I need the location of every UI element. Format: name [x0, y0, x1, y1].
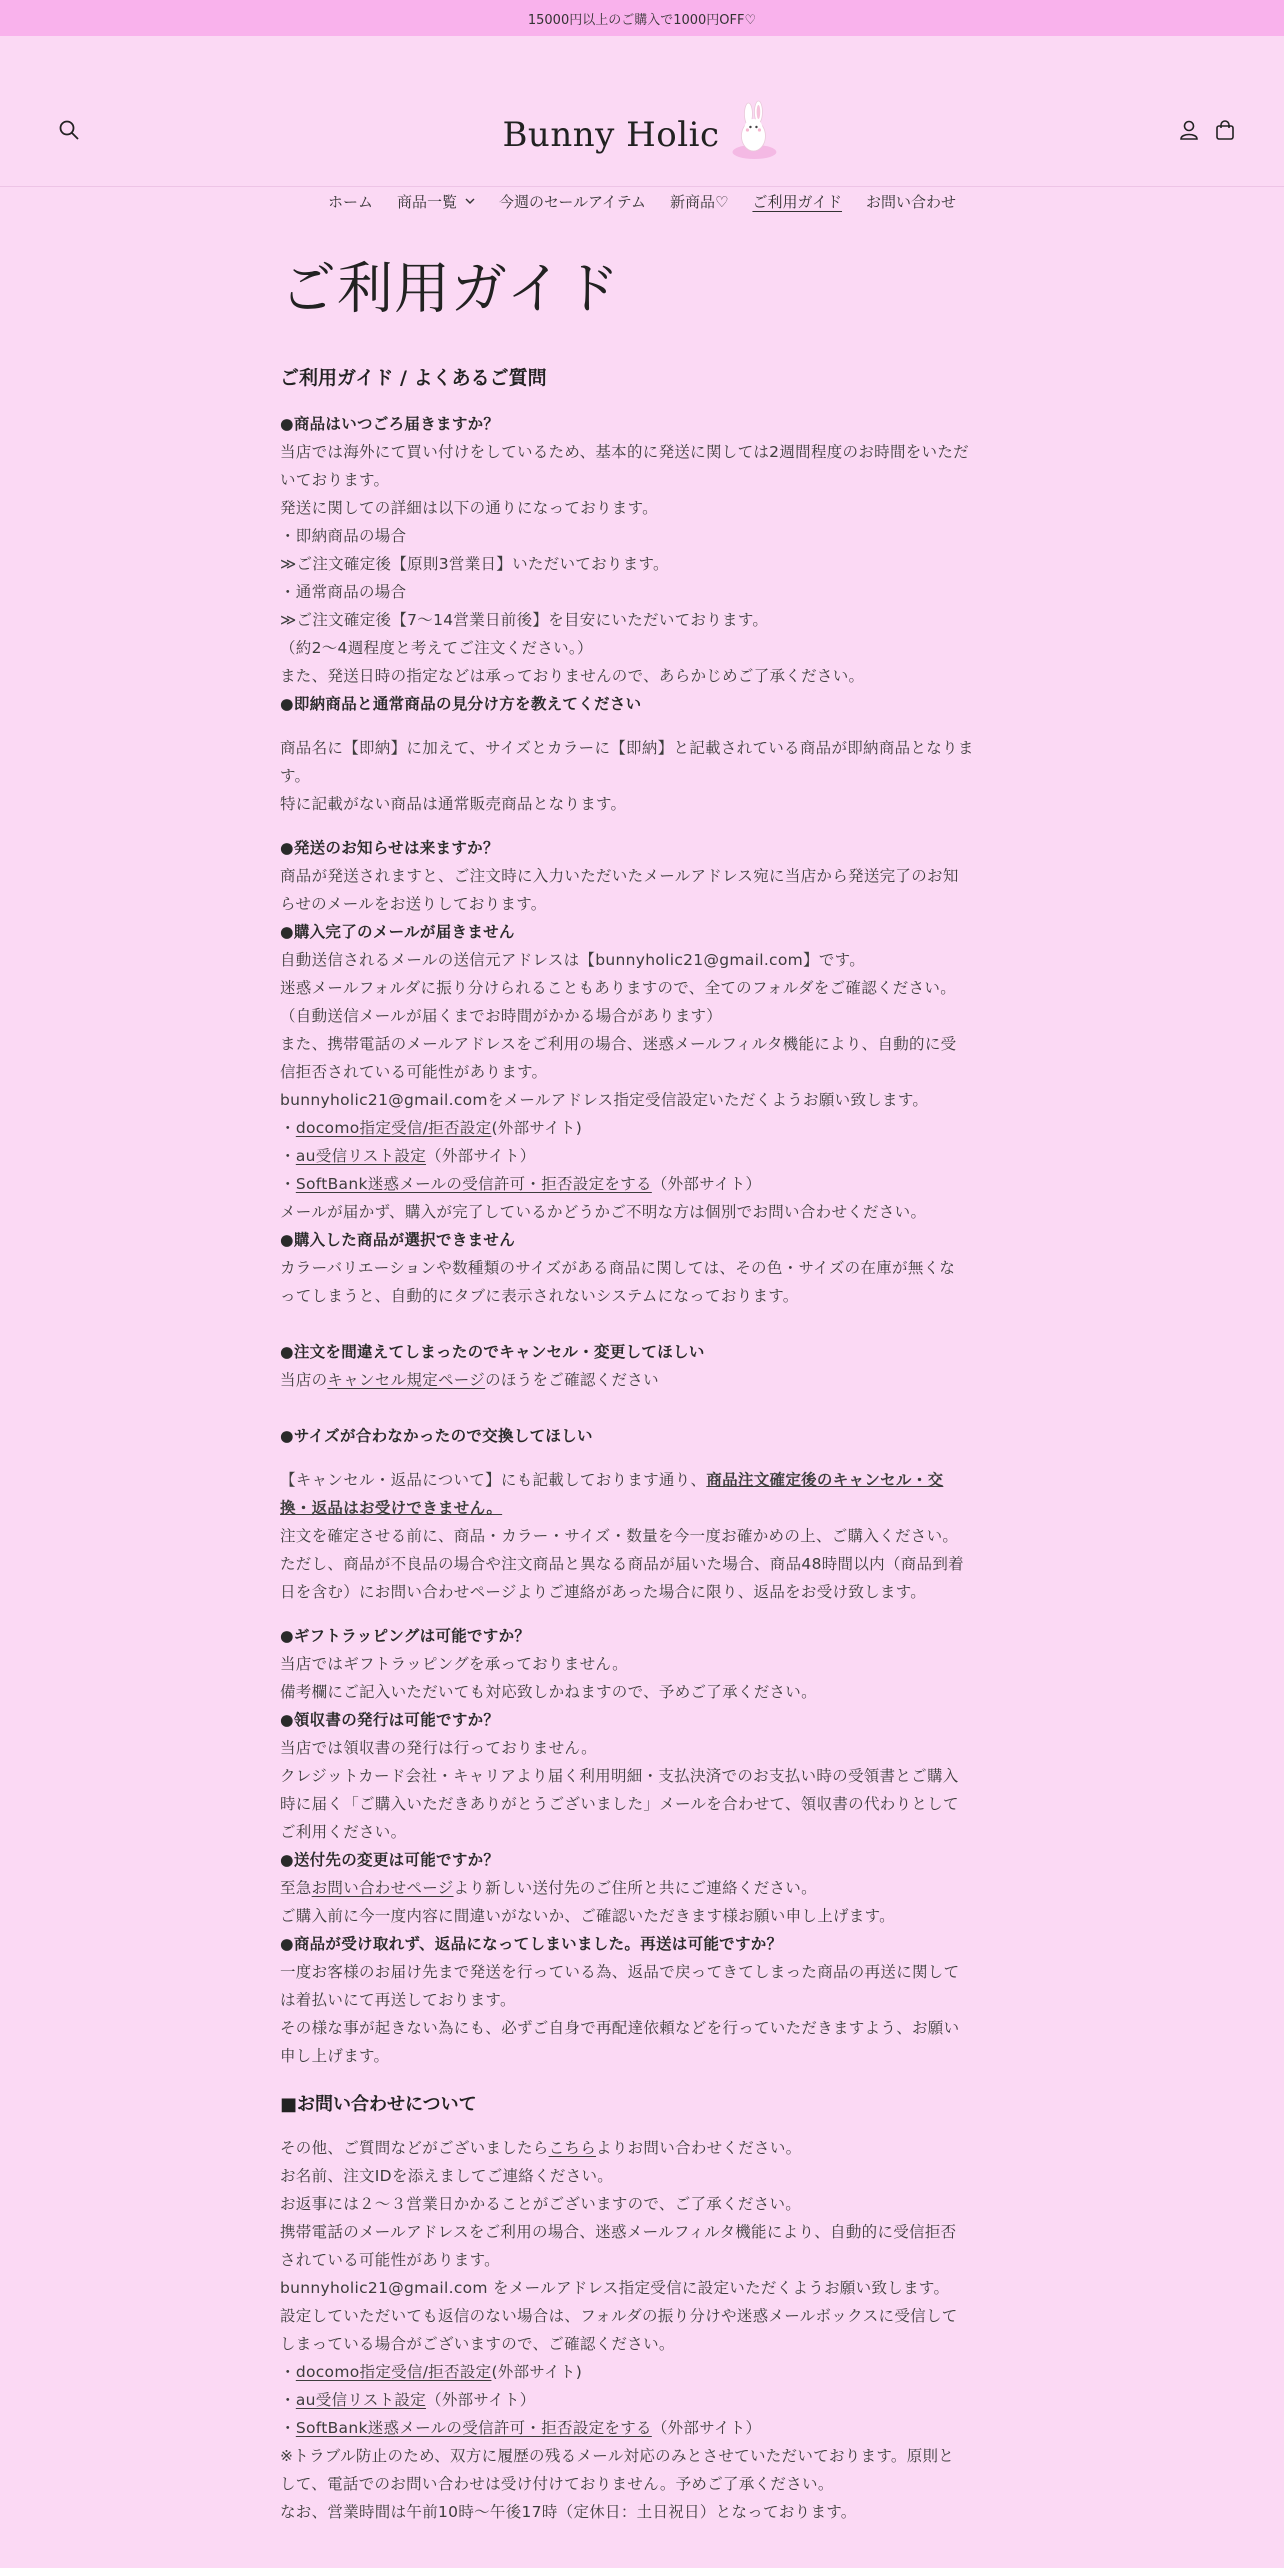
paragraph-line: 日を含む）にお問い合わせページよりご連絡があった場合に限り、返品をお受け致します。: [280, 1583, 927, 1602]
paragraph-line: （約2～4週程度と考えてご注文ください。）: [280, 639, 593, 658]
contact-page-link[interactable]: お問い合わせページ: [311, 1879, 454, 1898]
au-settings-link[interactable]: au受信リスト設定: [295, 1147, 427, 1166]
bullet: ・: [280, 1175, 296, 1194]
site-logo[interactable]: [502, 106, 781, 164]
paragraph-line: また、発送日時の指定などは承っておりませんので、あらかじめご了承ください。: [280, 667, 865, 686]
paragraph-line: 当店では領収書の発行は行っておりません。: [280, 1739, 597, 1758]
paragraph-line: [280, 1366, 1002, 1394]
paragraph-line: 申し上げます。: [280, 2047, 390, 2066]
question-receipt: ●領収書の発行は可能ですか？: [280, 1711, 500, 1730]
paragraph-line: 当店では海外にて買い付けをしているため、基本的に発送に関しては2週間程度のお時間をいただ: [280, 443, 969, 462]
nav-weekly-sale[interactable]: 今週のセールアイテム: [498, 193, 646, 211]
paragraph-line: ≫ご注文確定後【原則3営業日】いただいております。: [280, 555, 669, 574]
question-shipping-notice: ●発送のお知らせは来ますか？: [280, 839, 499, 858]
page-title: ご利用ガイド: [280, 257, 621, 322]
paragraph-line: しまっている場合がございますので、ご確認ください。: [280, 2335, 675, 2354]
docomo-settings-link[interactable]: docomo指定受信/拒否設定: [295, 1119, 492, 1138]
text-segment: 【キャンセル・返品について】: [280, 1471, 501, 1490]
paragraph-line: [280, 1874, 1002, 1902]
paragraph-line: いております。: [280, 471, 390, 490]
external-site-note: （外部サイト）: [426, 2391, 536, 2410]
paragraph-line: 当店ではギフトラッピングを承っておりません。: [280, 1655, 628, 1674]
question-size-exchange: ●サイズが合わなかったので交換してほしい: [280, 1427, 593, 1446]
paragraph-line: 発送に関しての詳細は以下の通りになっております。: [280, 499, 658, 518]
contact-here-link[interactable]: こちら: [548, 2139, 597, 2158]
paragraph-line: して、電話でのお問い合わせは受け付けておりません。予めご了承ください。: [280, 2475, 834, 2494]
question-gift-wrapping: ●ギフトラッピングは可能ですか？: [280, 1627, 531, 1646]
external-site-note: （外部サイト）: [651, 1175, 762, 1194]
text-segment: よりお問い合わせください。: [596, 2139, 802, 2158]
paragraph-line: その様な事が起きない為にも、必ずご自身で再配達依頼などを行っていただきますよう、お願い: [280, 2019, 960, 2038]
paragraph-line: ご利用ください。: [280, 1823, 407, 1842]
paragraph-line: bunnyholic21@gmail.comをメールアドレス指定受信設定いただくようお願い致します。: [280, 1091, 929, 1110]
paragraph-line: は着払いにて再送しております。: [280, 1991, 516, 2010]
paragraph-line: 備考欄にご記入いただいても対応致しかねますので、予めご了承ください。: [280, 1683, 817, 1702]
announcement-text: 15000円以上のご購入で1000円OFF♡: [527, 12, 757, 28]
paragraph-line: らせのメールをお送りしております。: [280, 895, 547, 914]
nav-new-products[interactable]: 新商品♡: [670, 193, 729, 211]
paragraph-line: 商品が発送されますと、ご注文時に入力いただいたメールアドレス宛に当店から発送完了のお知: [280, 867, 959, 886]
paragraph-line: bunnyholic21@gmail.com をメールアドレス指定受信に設定いただくようお願い致します。: [280, 2279, 950, 2298]
text-segment: のほうをご確認ください: [485, 1371, 659, 1390]
paragraph-line: 商品名に【即納】に加えて、サイズとカラーに【即納】と記載されている商品が即納商品となりま: [280, 739, 974, 758]
paragraph-line: 信拒否されている可能性があります。: [280, 1063, 548, 1082]
text-segment: より新しい送付先のご住所と共にご連絡ください。: [453, 1879, 817, 1898]
paragraph-line: [280, 1466, 1002, 1494]
question-returned-reship: ●商品が受け取れず、返品になってしまいました。再送は可能ですか？: [280, 1935, 783, 1954]
list-item: [280, 2358, 1002, 2386]
paragraph-line: ≫ご注文確定後【7～14営業日前後】を目安にいただいております。: [280, 611, 769, 630]
bullet: ・: [280, 2419, 296, 2438]
nav-guide[interactable]: ご利用ガイド: [752, 193, 843, 211]
paragraph-line: お返事には２～３営業日かかることがございますので、ご了承ください。: [280, 2195, 802, 2214]
contact-heading: ■お問い合わせについて: [280, 2094, 477, 2116]
question-delivery-time: ●商品はいつごろ届きますか？: [280, 415, 500, 434]
question-cancel-order: ●注文を間違えてしまったのでキャンセル・変更してほしい: [280, 1343, 705, 1362]
list-item: [280, 2386, 1002, 2414]
bullet: ・: [280, 2391, 296, 2410]
au-settings-link[interactable]: au受信リスト設定: [295, 2391, 427, 2410]
question-change-address: ●送付先の変更は可能ですか？: [280, 1851, 500, 1870]
page-subtitle: ご利用ガイド / よくあるご質問: [280, 367, 547, 390]
paragraph-line: また、携帯電話のメールアドレスをご利用の場合、迷惑メールフィルタ機能により、自動的に受: [280, 1035, 957, 1054]
bullet: ・: [280, 1119, 296, 1138]
list-item: [280, 1142, 1002, 1170]
contact-content: [280, 2134, 1002, 2526]
bullet: ・: [280, 1147, 296, 1166]
paragraph-line: ・即納商品の場合: [280, 527, 407, 546]
guide-content: [280, 410, 1002, 2070]
paragraph-line: す。: [280, 767, 311, 786]
question-no-confirmation-email: ●購入完了のメールが届きません: [280, 923, 515, 942]
account-icon[interactable]: [1178, 119, 1200, 141]
paragraph-line: ご購入前に今一度内容に間違いがないか、ご確認いただきます様お願い申し上げます。: [280, 1907, 895, 1926]
paragraph-line: 時に届く「ご購入いただきありがとうございました」メールを合わせて、領収書の代わりとして: [280, 1795, 959, 1814]
softbank-settings-link[interactable]: SoftBank迷惑メールの受信許可・拒否設定をする: [295, 1175, 652, 1194]
paragraph-line: なお、営業時間は午前10時～午後17時（定休日：土日祝日）となっております。: [280, 2503, 857, 2522]
list-item: [280, 1170, 1002, 1198]
nav-contact[interactable]: お問い合わせ: [866, 193, 957, 211]
nav-home[interactable]: ホーム: [327, 193, 373, 211]
paragraph-line: 携帯電話のメールアドレスをご利用の場合、迷惑メールフィルタ機能により、自動的に受信拒否: [280, 2223, 957, 2242]
paragraph-line: メールが届かず、購入が完了しているかどうかご不明な方は個別でお問い合わせください。: [280, 1203, 927, 1222]
search-icon[interactable]: [58, 119, 80, 141]
question-instock-vs-regular: ●即納商品と通常商品の見分け方を教えてください: [280, 695, 642, 714]
paragraph-line: 自動送信されるメールの送信元アドレスは【bunnyholic21@gmail.com】です。: [280, 951, 866, 970]
text-segment: その他、ご質問などがございましたら: [280, 2139, 549, 2158]
paragraph-line: お名前、注文IDを添えましてご連絡ください。: [280, 2167, 614, 2186]
external-site-note: (外部サイト): [491, 2363, 583, 2382]
paragraph-line: カラーバリエーションや数種類のサイズがある商品に関しては、その色・サイズの在庫が無くな: [280, 1259, 956, 1278]
softbank-settings-link[interactable]: SoftBank迷惑メールの受信許可・拒否設定をする: [295, 2419, 652, 2438]
text-segment: 至急: [280, 1879, 312, 1898]
paragraph-line: ※トラブル防止のため、双方に履歴の残るメール対応のみとさせていただいております。原則と: [280, 2447, 955, 2466]
list-item: [280, 1114, 1002, 1142]
logo-text: Bunny Holic: [502, 115, 720, 155]
paragraph-line: [280, 1494, 1002, 1522]
no-cancel-notice: 商品注文確定後のキャンセル・交: [706, 1471, 944, 1490]
external-site-note: （外部サイト）: [651, 2419, 762, 2438]
paragraph-line: されている可能性があります。: [280, 2251, 500, 2270]
paragraph-line: ただし、商品が不良品の場合や注文商品と異なる商品が届いた場合、商品48時間以内（商品到着: [280, 1555, 964, 1574]
paragraph-line: [280, 2134, 1002, 2162]
nav-products-label: 商品一覧: [396, 193, 457, 211]
question-cannot-select-item: ●購入した商品が選択できません: [280, 1231, 516, 1250]
paragraph-line: ・通常商品の場合: [280, 583, 407, 602]
announcement-bar: [0, 0, 1284, 36]
paragraph-line: クレジットカード会社・キャリアより届く利用明細・支払決済でのお支払い時の受領書とご購入: [280, 1767, 959, 1786]
paragraph-line: 設定していただいても返信のない場合は、フォルダの振り分けや迷惑メールボックスに受信して: [280, 2307, 958, 2326]
paragraph-line: ってしまうと、自動的にタブに表示されないシステムになっております。: [280, 1287, 799, 1306]
list-item: [280, 2414, 1002, 2442]
bullet: ・: [280, 2363, 296, 2382]
external-site-note: (外部サイト): [491, 1119, 583, 1138]
paragraph-line: 注文を確定させる前に、商品・カラー・サイズ・数量を今一度お確かめの上、ご購入ください。: [280, 1527, 959, 1546]
paragraph-line: （自動送信メールが届くまでお時間がかかる場合があります）: [280, 1007, 723, 1026]
no-cancel-notice-cont: 換・返品はお受けできません。: [280, 1499, 503, 1518]
cancel-policy-link[interactable]: キャンセル規定ページ: [327, 1371, 486, 1390]
docomo-settings-link[interactable]: docomo指定受信/拒否設定: [295, 2363, 492, 2382]
paragraph-line: 迷惑メールフォルダに振り分けられることもありますので、全てのフォルダをご確認ください。: [280, 979, 956, 998]
external-site-note: （外部サイト）: [426, 1147, 536, 1166]
main-content: [280, 186, 1002, 2526]
cart-icon[interactable]: [1214, 119, 1236, 141]
bunny-logo-icon: [728, 100, 782, 164]
text-segment: にも記載しております通り、: [500, 1471, 707, 1490]
paragraph-line: 一度お客様のお届け先まで発送を行っている為、返品で戻ってきてしまった商品の再送に関して: [280, 1963, 960, 1982]
site-header: [0, 36, 1284, 211]
paragraph-line: 特に記載がない商品は通常販売商品となります。: [280, 795, 627, 814]
text-segment: 当店の: [280, 1371, 328, 1390]
